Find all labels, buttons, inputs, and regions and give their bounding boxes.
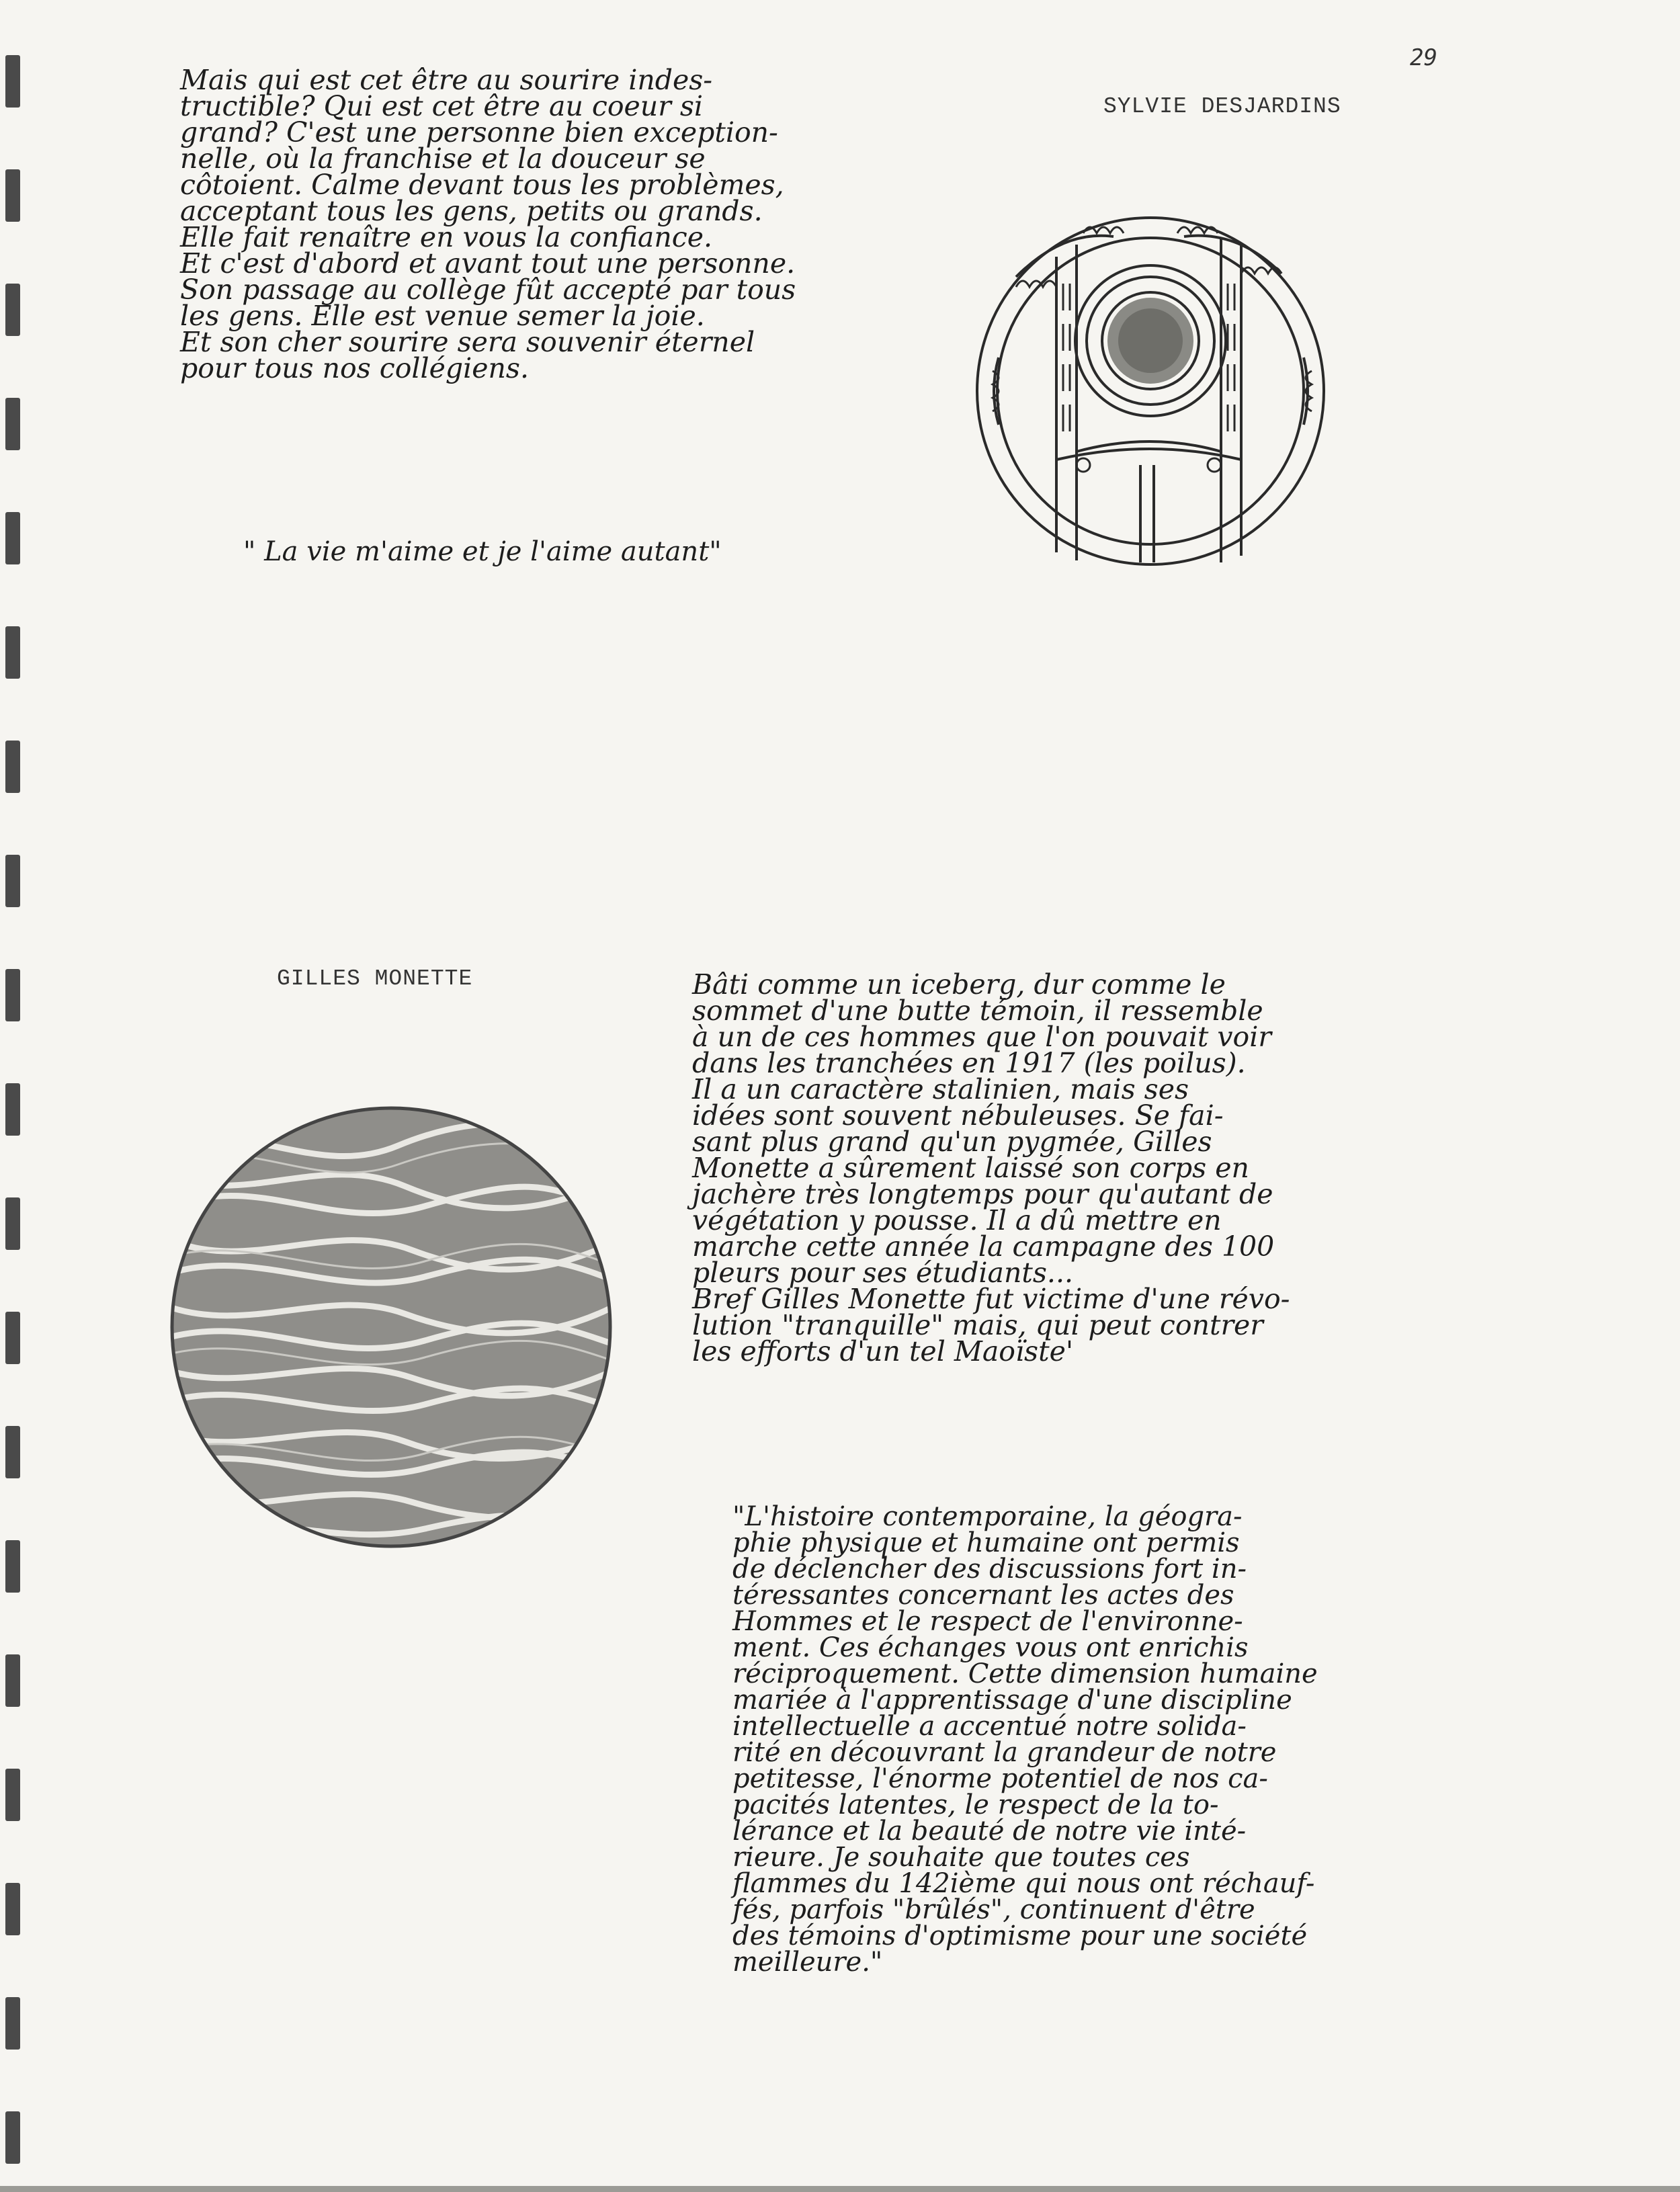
binding-hole <box>5 1426 20 1478</box>
quote-line: lérance et la beauté de notre vie inté- <box>732 1816 1247 1847</box>
text-line: nelle, où la franchise et la douceur se <box>180 142 706 175</box>
text-line: à un de ces hommes que l'on pouvait voir <box>692 1021 1271 1053</box>
binding-hole <box>5 969 20 1021</box>
text-line: sant plus grand qu'un pygmée, Gilles <box>692 1126 1212 1158</box>
text-line: marche cette année la campagne des 100 <box>692 1230 1275 1263</box>
text-line: Mais qui est cet être au sourire indes- <box>180 64 713 96</box>
text-line: Monette a sûrement laissé son corps en <box>692 1152 1249 1184</box>
tribute-text-gilles <box>692 968 1290 1367</box>
quote-line: Hommes et le respect de l'environne- <box>732 1606 1243 1637</box>
binding-hole <box>5 1654 20 1707</box>
quote-line: phie physique et humaine ont permis <box>732 1527 1240 1558</box>
text-line: Il a un caractère stalinien, mais ses <box>692 1073 1189 1105</box>
binding-hole <box>5 855 20 907</box>
text-line: Et son cher sourire sera souvenir éternel <box>180 326 755 358</box>
quote-sylvie: " La vie m'aime et je l'aime autant" <box>243 536 722 567</box>
quote-gilles <box>732 1501 1318 1978</box>
binding-hole <box>5 169 20 222</box>
quote-line: "L'histoire contemporaine, la géogra- <box>732 1501 1243 1532</box>
text-line: jachère très longtemps pour qu'autant de <box>692 1178 1273 1210</box>
quote-line: petitesse, l'énorme potentiel de nos ca- <box>732 1763 1268 1794</box>
teacher-name-gilles: GILLES MONETTE <box>277 966 473 991</box>
text-line: tructible? Qui est cet être au coeur si <box>180 90 703 122</box>
text-line: lution "tranquille" mais, qui peut contrer <box>692 1309 1263 1341</box>
text-line: acceptant tous les gens, petits ou grands. <box>180 195 763 227</box>
quote-line: flammes du 142ième qui nous ont réchauf- <box>732 1868 1315 1899</box>
text-line: sommet d'une butte témoin, il ressemble <box>692 995 1263 1027</box>
binding-hole <box>5 55 20 108</box>
wave-circle-icon <box>169 1105 613 1549</box>
binding-hole <box>5 626 20 679</box>
text-line: les gens. Elle est venue semer la joie. <box>180 300 705 332</box>
binding-hole <box>5 1083 20 1136</box>
text-line: végétation y pousse. Il a dû mettre en <box>692 1204 1222 1236</box>
binding-hole <box>5 284 20 336</box>
text-line: Bâti comme un iceberg, dur comme le <box>692 968 1226 1001</box>
binding-hole <box>5 398 20 450</box>
quote-line: fés, parfois "brûlés", continuent d'être <box>732 1894 1255 1925</box>
text-line: Et c'est d'abord et avant tout une personne. <box>180 247 796 280</box>
binding-hole <box>5 1883 20 1935</box>
text-line: dans les tranchées en 1917 (les poilus). <box>692 1047 1246 1079</box>
quote-line: réciproquement. Cette dimension humaine <box>732 1658 1318 1689</box>
text-line: les efforts d'un tel Maoïste' <box>692 1335 1074 1367</box>
quote-line: rieure. Je souhaite que toutes ces <box>732 1842 1190 1873</box>
quote-line: mariée à l'apprentissage d'une discipline <box>732 1685 1292 1716</box>
text-line: idées sont souvent nébuleuses. Se fai- <box>692 1099 1224 1132</box>
binding-hole <box>5 1769 20 1821</box>
text-line: côtoient. Calme devant tous les problèmes, <box>180 169 784 201</box>
quote-line: ment. Ces échanges vous ont enrichis <box>732 1632 1249 1663</box>
quote-line: de déclencher des discussions fort in- <box>732 1554 1247 1585</box>
binding-hole <box>5 2111 20 2164</box>
quote-line: rité en découvrant la grandeur de notre <box>732 1737 1277 1768</box>
binding-hole <box>5 1540 20 1593</box>
page-bottom-edge <box>0 2186 1680 2192</box>
binding-hole <box>5 1312 20 1364</box>
quote-line: téressantes concernant les actes des <box>732 1580 1234 1611</box>
tribute-text-sylvie <box>180 64 796 384</box>
text-line: pour tous nos collégiens. <box>180 352 530 384</box>
binding-hole <box>5 741 20 793</box>
text-line: grand? C'est une personne bien exception- <box>180 116 778 149</box>
text-line: Son passage au collège fût accepté par tous <box>180 273 796 306</box>
text-line: Elle fait renaître en vous la confiance. <box>180 221 713 253</box>
ornamental-medallion-icon <box>976 203 1339 599</box>
teacher-name-sylvie: SYLVIE DESJARDINS <box>1103 94 1341 119</box>
binding-hole <box>5 1197 20 1250</box>
quote-line: pacités latentes, le respect de la to- <box>732 1789 1219 1820</box>
quote-line: des témoins d'optimisme pour une société <box>732 1921 1308 1951</box>
text-line: Bref Gilles Monette fut victime d'une révo- <box>692 1283 1290 1315</box>
text-line: pleurs pour ses étudiants... <box>692 1257 1074 1289</box>
quote-line: meilleure." <box>732 1947 883 1978</box>
binding-hole <box>5 512 20 564</box>
binding-hole <box>5 1997 20 2050</box>
page-number: 29 <box>1410 44 1437 71</box>
binding-holes <box>0 0 27 2192</box>
quote-line: intellectuelle a accentué notre solida- <box>732 1711 1247 1742</box>
